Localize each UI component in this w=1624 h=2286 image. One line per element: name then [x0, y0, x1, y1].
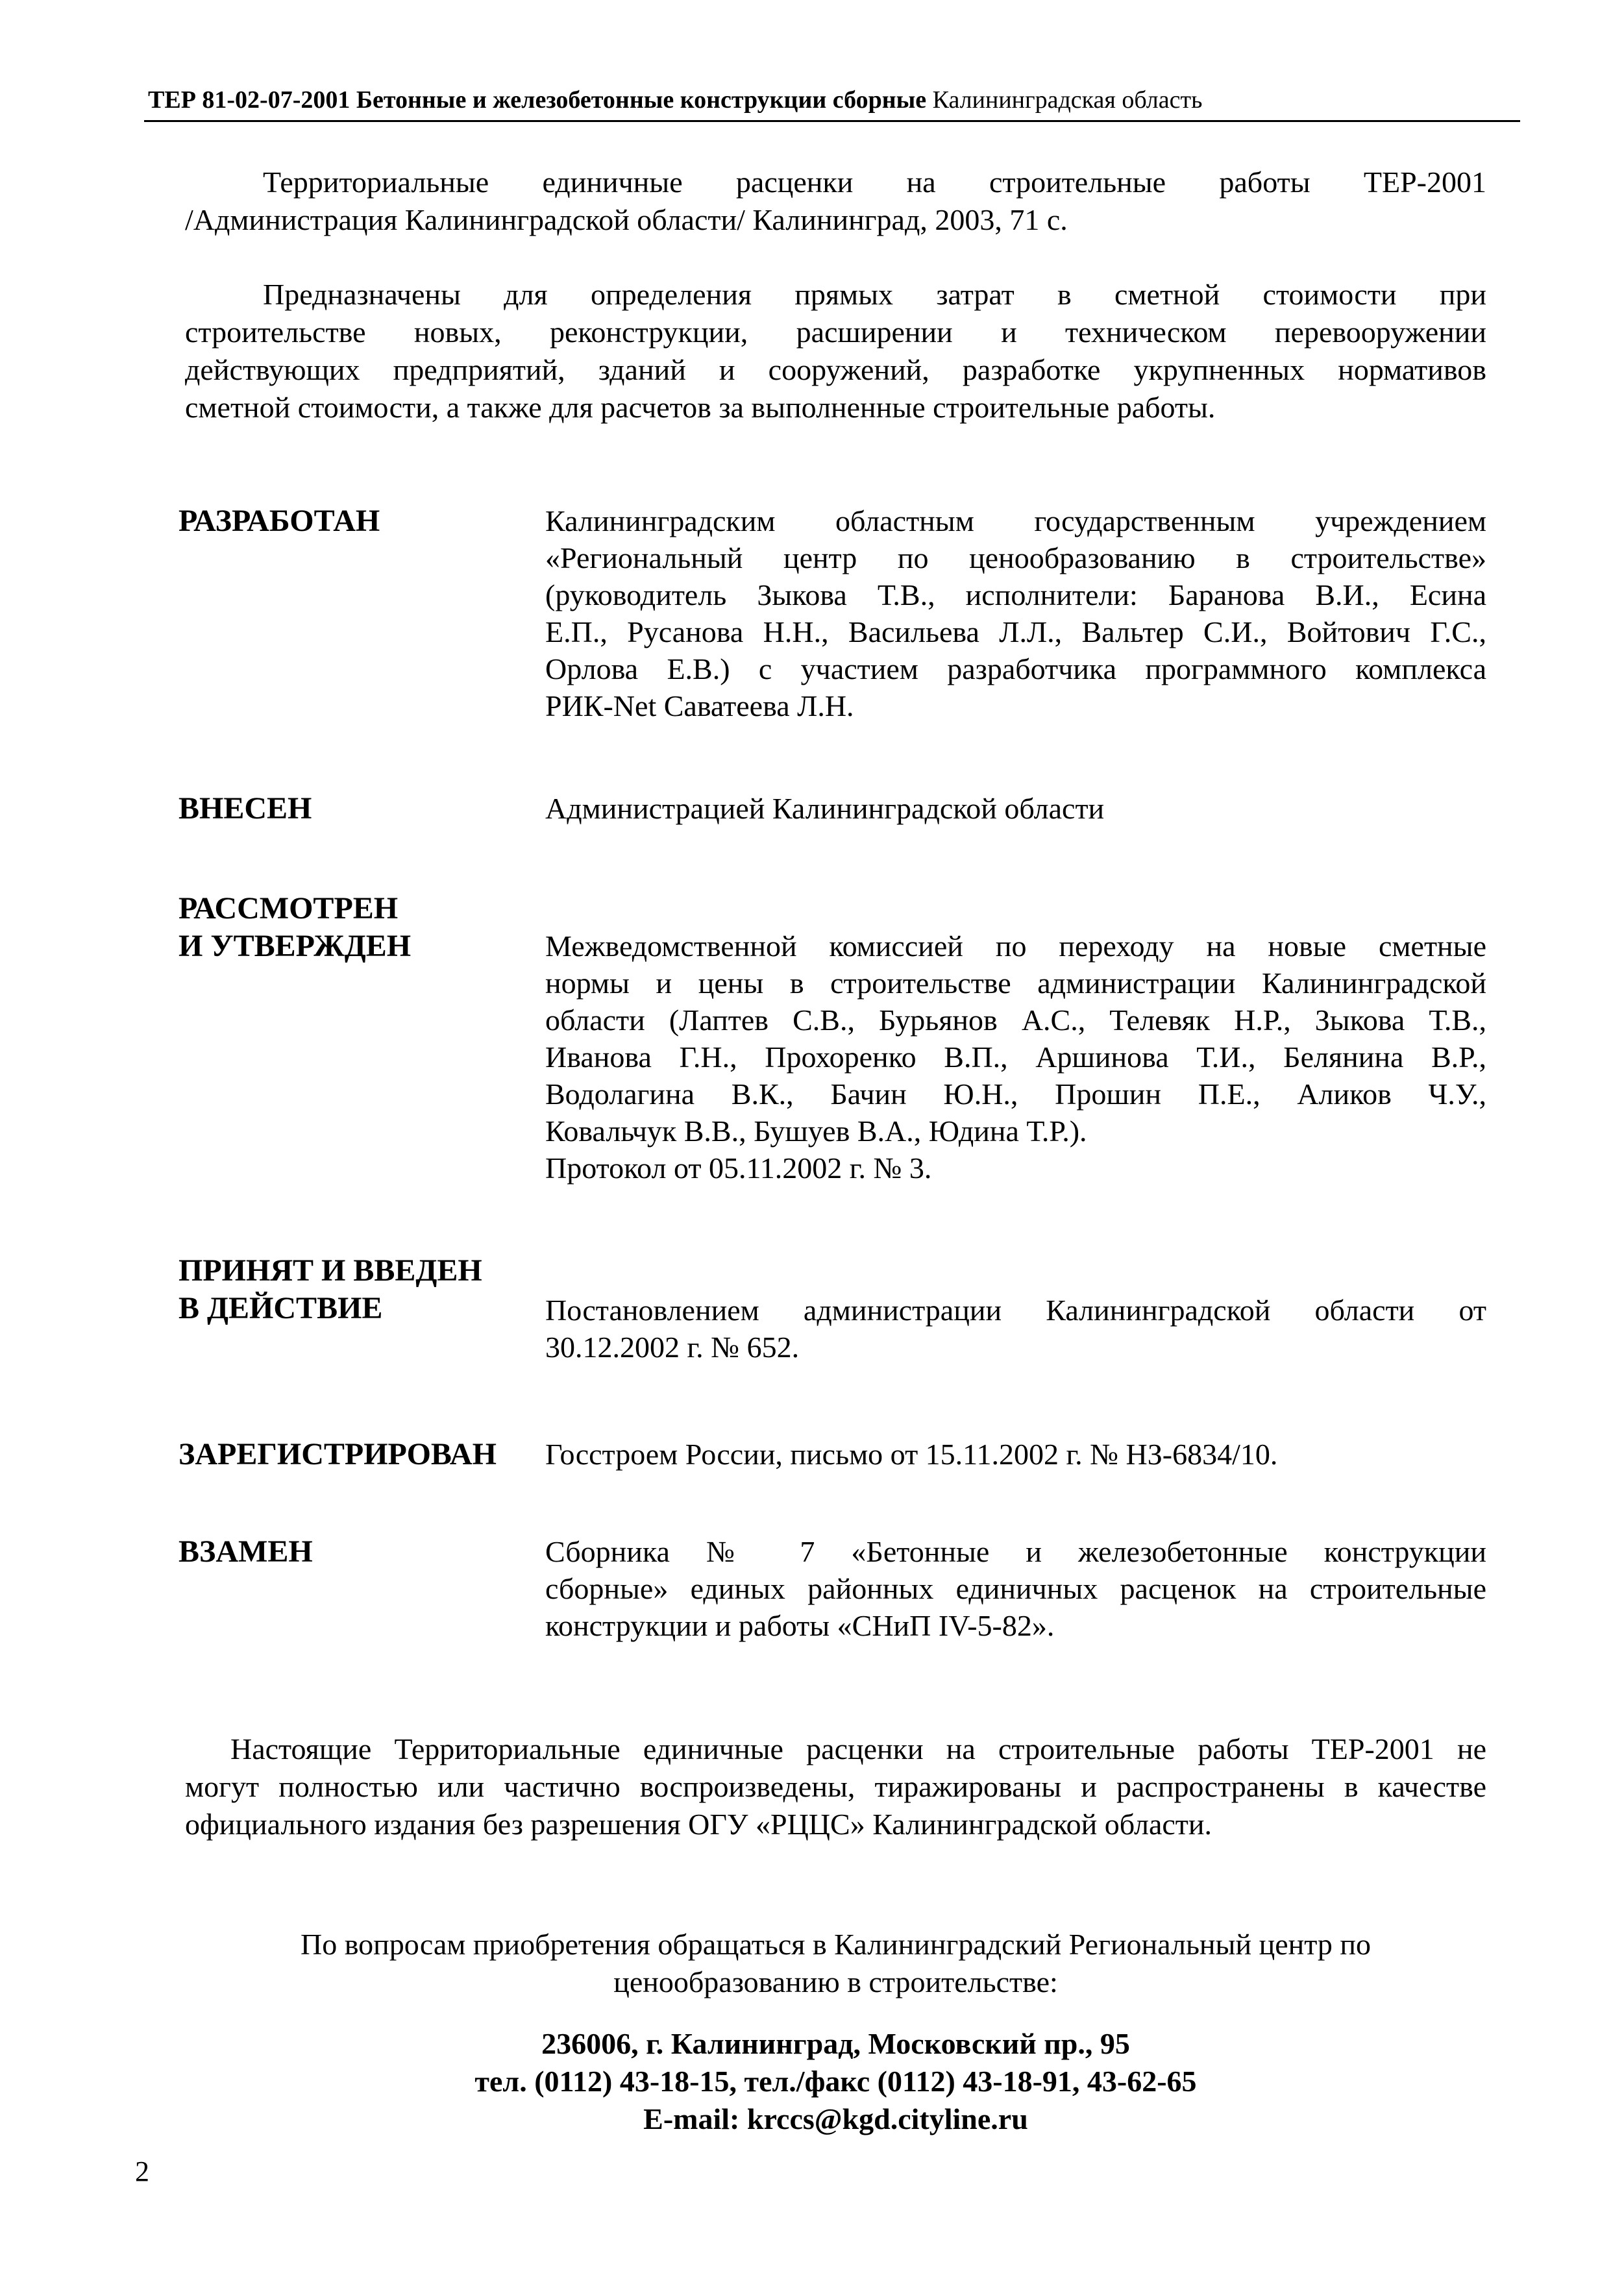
section-line: Орлова Е.В.) с участием разработчика программного комплекса: [545, 652, 1486, 685]
intro-line: /Администрация Калининградской области/ Калининград, 2003, 71 с.: [185, 203, 1068, 236]
section-line: Сборника № 7 «Бетонные и железобетонные конструкции: [545, 1535, 1486, 1568]
section-text-approved: [545, 928, 1486, 1186]
purpose-paragraph: [185, 276, 1486, 426]
section-line: Водолагина В.К., Бачин Ю.Н., Прошин П.Е., Аликов Ч.У.,: [545, 1077, 1486, 1111]
header-region: Калининградская область: [932, 86, 1203, 114]
contact-intro: [185, 1926, 1486, 2001]
section-line: Калининградским областным государственным учреждением: [545, 504, 1486, 537]
section-line: сборные» единых районных единичных расценок на строительные: [545, 1572, 1486, 1605]
section-text-enacted: [545, 1292, 1486, 1366]
section-line: Е.П., Русанова Н.Н., Васильева Л.Л., Вальтер С.И., Войтович Г.С.,: [545, 615, 1486, 648]
section-line: Госстроем России, письмо от 15.11.2002 г. № НЗ-6834/10.: [545, 1438, 1278, 1471]
notice-paragraph: [185, 1730, 1486, 1843]
section-line: Постановлением администрации Калининградской области от: [545, 1294, 1486, 1327]
section-label-replaces: ВЗАМЕН: [178, 1534, 313, 1569]
section-line: Протокол от 05.11.2002 г. № 3.: [545, 1151, 932, 1185]
purpose-line: сметной стоимости, а также для расчетов за выполненные строительные работы.: [185, 391, 1216, 424]
section-line: 30.12.2002 г. № 652.: [545, 1331, 800, 1364]
purpose-line: Предназначены для определения прямых затрат в сметной стоимости при: [263, 278, 1486, 311]
page-number: 2: [135, 2156, 149, 2187]
header-title: ТЕР 81-02-07-2001 Бетонные и железобетонные конструкции сборные: [148, 86, 927, 114]
section-text-developed: [545, 502, 1486, 724]
contact-email: E-mail: krccs@kgd.cityline.ru: [643, 2102, 1028, 2135]
purpose-line: действующих предприятий, зданий и сооружений, разработке укрупненных нормативов: [185, 353, 1486, 386]
section-line: нормы и цены в строительстве администрации Калининградской: [545, 966, 1486, 1000]
notice-line: Настоящие Территориальные единичные расценки на строительные работы ТЕР-2001 не: [230, 1732, 1486, 1765]
section-text-replaces: [545, 1533, 1486, 1644]
running-header: [148, 80, 1511, 119]
section-line: РИК-Net Саватеева Л.Н.: [545, 689, 854, 722]
section-label-approved: РАССМОТРЕН И УТВЕРЖДЕН: [178, 891, 412, 963]
notice-line: официального издания без разрешения ОГУ «РЦЦС» Калининградской области.: [185, 1808, 1212, 1841]
section-line: Межведомственной комиссией по переходу на новые сметные: [545, 929, 1486, 963]
section-label-developed: РАЗРАБОТАН: [178, 504, 380, 538]
notice-line: могут полностью или частично воспроизведены, тиражированы и распространены в качестве: [185, 1770, 1486, 1803]
intro-paragraph: [185, 164, 1486, 239]
section-label-submitted: ВНЕСЕН: [178, 791, 312, 826]
section-line: конструкции и работы «СНиП IV-5-82».: [545, 1609, 1055, 1642]
section-line: Иванова Г.Н., Прохоренко В.П., Аршинова Т.И., Белянина В.Р.,: [545, 1040, 1486, 1074]
section-text-submitted: [545, 790, 1486, 827]
section-line: Ковальчук В.В., Бушуев В.А., Юдина Т.Р.).: [545, 1114, 1087, 1148]
intro-line: Территориальные единичные расценки на строительные работы ТЕР-2001: [263, 166, 1486, 199]
section-line: Администрацией Калининградской области: [545, 792, 1105, 825]
contact-phones: тел. (0112) 43-18-15, тел./факс (0112) 43-18-91, 43-62-65: [474, 2065, 1197, 2098]
contact-address: 236006, г. Калининград, Московский пр., 95: [541, 2027, 1130, 2060]
section-text-registered: [545, 1436, 1486, 1473]
section-label-enacted: ПРИНЯТ И ВВЕДЕН В ДЕЙСТВИЕ: [178, 1253, 482, 1325]
contact-intro-line: По вопросам приобретения обращаться в Калининградский Региональный центр по: [300, 1928, 1372, 1961]
header-rule: [144, 120, 1520, 122]
section-line: (руководитель Зыкова Т.В., исполнители: Баранова В.И., Есина: [545, 578, 1486, 611]
contact-intro-line: ценообразованию в строительстве:: [613, 1965, 1058, 1998]
section-label-registered: ЗАРЕГИСТРИРОВАН: [178, 1437, 497, 1471]
purpose-line: строительстве новых, реконструкции, расширении и техническом перевооружении: [185, 315, 1486, 349]
contact-details: [185, 2025, 1486, 2138]
section-line: «Региональный центр по ценообразованию в строительстве»: [545, 541, 1486, 574]
section-line: области (Лаптев С.В., Бурьянов А.С., Телевяк Н.Р., Зыкова Т.В.,: [545, 1003, 1486, 1037]
